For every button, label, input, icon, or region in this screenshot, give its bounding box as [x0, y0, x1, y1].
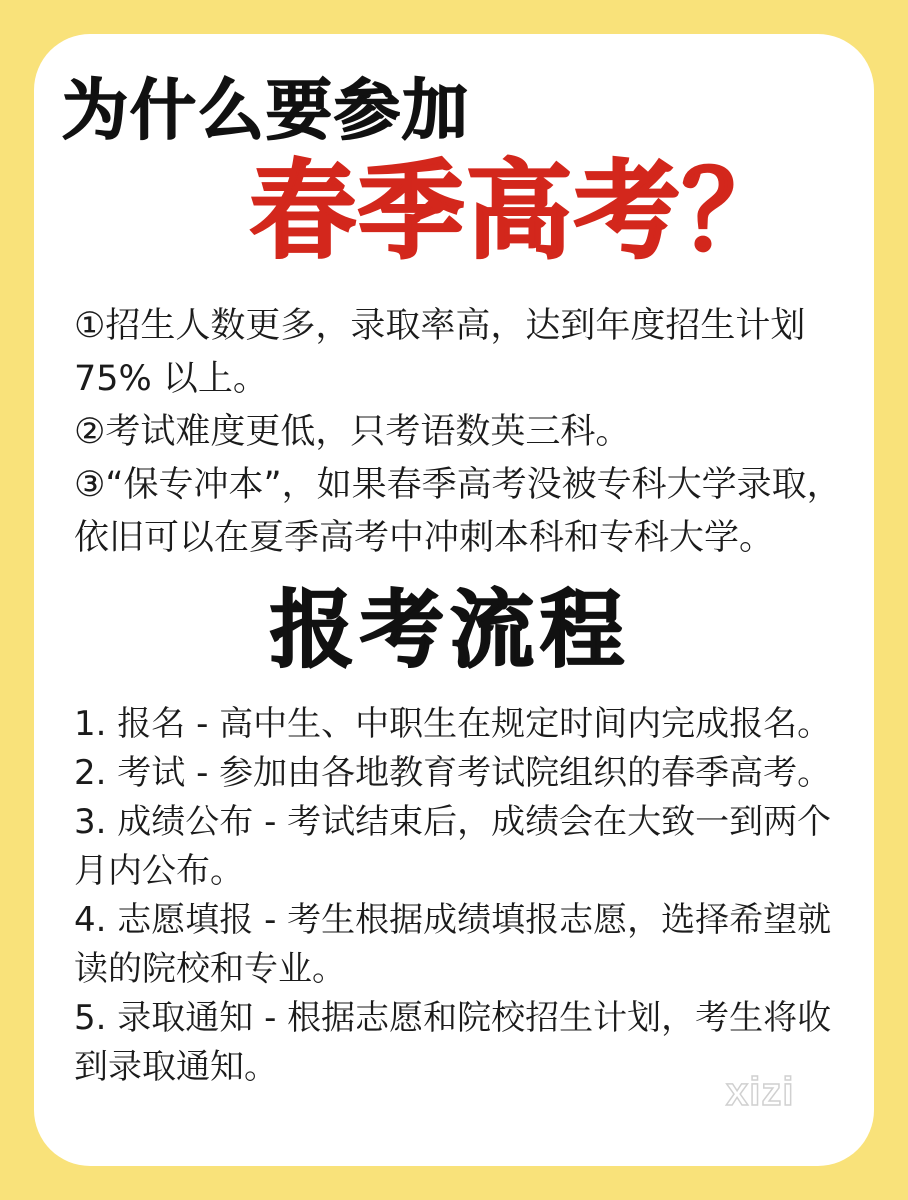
step-item: 5. 录取通知 - 根据志愿和院校招生计划，考生将收到录取通知。 [74, 998, 832, 1087]
step-number: 4. [74, 900, 107, 940]
step-number: 1. [74, 704, 107, 744]
reasons-list [74, 300, 864, 565]
reason-item [74, 406, 864, 459]
step-item: 2. 考试 - 参加由各地教育考试院组织的春季高考。 [74, 753, 832, 793]
step-item: 1. 报名 - 高中生、中职生在规定时间内完成报名。 [74, 704, 832, 744]
watermark: xizi [726, 1070, 795, 1114]
steps-list [74, 700, 844, 1092]
headline: 为什么要参加 [62, 72, 470, 149]
step-item: 4. 志愿填报 - 考生根据成绩填报志愿，选择希望就读的院校和专业。 [74, 900, 832, 989]
step-number: 3. [74, 802, 107, 842]
step-text: 根据志愿和院校招生计划，考生将收到录取通知。 [74, 998, 832, 1087]
step-item: 3. 成绩公布 - 考试结束后，成绩会在大致一到两个月内公布。 [74, 802, 832, 891]
step-text: 参加由各地教育考试院组织的春季高考。 [219, 753, 832, 793]
step-name: 成绩公布 [117, 802, 254, 842]
reason-text: 招生人数更多，录取率高，达到年度招生计划75% 以上。 [74, 306, 806, 399]
step-text: 考试结束后，成绩会在大致一到两个月内公布。 [74, 802, 832, 891]
section-title: 报考流程 [270, 581, 631, 679]
step-text: 考生根据成绩填报志愿，选择希望就读的院校和专业。 [74, 900, 832, 989]
step-number: 2. [74, 753, 107, 793]
step-text: 高中生、中职生在规定时间内完成报名。 [219, 704, 832, 744]
reason-marker: ② [74, 412, 106, 452]
step-name: 录取通知 [117, 998, 254, 1038]
reason-marker: ① [74, 306, 106, 346]
reason-marker: ③ [74, 465, 106, 505]
reason-item [74, 300, 864, 406]
page-title: 春季高考？ [250, 150, 790, 273]
step-name: 报名 [117, 704, 186, 744]
step-name: 考试 [117, 753, 186, 793]
reason-item [74, 459, 864, 565]
reason-text: 考试难度更低，只考语数英三科。 [105, 412, 631, 452]
step-number: 5. [74, 998, 107, 1038]
reason-text: “保专冲本”，如果春季高考没被专科大学录取，依旧可以在夏季高考中冲刺本科和专科大学。 [74, 465, 842, 558]
step-name: 志愿填报 [117, 900, 254, 940]
